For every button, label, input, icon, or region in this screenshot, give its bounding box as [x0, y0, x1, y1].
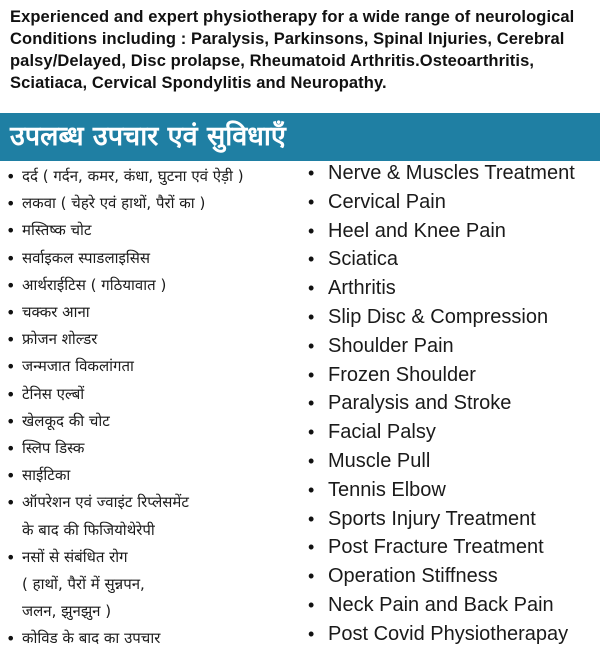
- hindi-list-item: [6, 217, 306, 244]
- bullet-icon: •: [308, 566, 315, 587]
- english-list-item-text: Tennis Elbow: [328, 478, 446, 501]
- bullet-icon: •: [6, 167, 16, 186]
- bullet-icon: •: [6, 275, 16, 295]
- hindi-list-item-text: कोविड के बाद का उपचार: [22, 629, 161, 648]
- bullet-icon: •: [6, 357, 16, 377]
- bullet-icon: •: [6, 303, 16, 323]
- english-list-item-text: Muscle Pull: [328, 449, 431, 472]
- english-list-item-text: Cervical Pain: [328, 190, 446, 213]
- hindi-list-item: [6, 245, 306, 272]
- english-list-item: [306, 217, 598, 246]
- hindi-list-item: [6, 326, 306, 353]
- bullet-icon: •: [6, 194, 16, 214]
- english-services-list: [306, 159, 598, 649]
- bullet-icon: •: [6, 547, 16, 567]
- english-list-item: [306, 188, 598, 217]
- english-list-item-text: Post Fracture Treatment: [328, 536, 544, 559]
- hindi-list-item-text: जन्मजात विकलांगता: [22, 357, 134, 376]
- english-list-item: [306, 562, 598, 591]
- hindi-list-item: [6, 462, 306, 489]
- english-list-item: [306, 245, 598, 274]
- bullet-icon: •: [308, 364, 315, 385]
- hindi-list-item: [6, 272, 306, 299]
- hindi-list-item-text: खेलकूद की चोट: [22, 411, 110, 430]
- hindi-list-item: [6, 489, 306, 543]
- english-list-item: [306, 591, 598, 620]
- bullet-icon: •: [6, 493, 16, 513]
- hindi-list-item-text: नसों से संबंधित रोग: [22, 547, 128, 566]
- english-list-item-text: Sciatica: [328, 248, 399, 271]
- hindi-list-item: [6, 190, 306, 217]
- bullet-icon: •: [308, 278, 315, 299]
- english-list-item-text: Slip Disc & Compression: [328, 305, 549, 328]
- bullet-icon: •: [6, 384, 16, 404]
- hindi-list-item: [6, 353, 306, 380]
- hindi-list-item: [6, 299, 306, 326]
- english-list-item-text: Neck Pain and Back Pain: [328, 593, 554, 616]
- bullet-icon: •: [308, 623, 315, 644]
- hindi-list-item: [6, 625, 306, 652]
- hindi-list-item-text: मस्तिष्क चोट: [22, 221, 92, 240]
- hindi-list-item-text: दर्द ( गर्दन, कमर, कंधा, घुटना एवं ऐड़ी ): [22, 167, 244, 185]
- bullet-icon: •: [308, 335, 315, 356]
- bullet-icon: •: [6, 629, 16, 649]
- banner-title: उपलब्ध उपचार एवं सुविधाएँ: [10, 121, 286, 152]
- hindi-list-item-text: स्लिप डिस्क: [22, 439, 85, 458]
- english-list-item-text: Facial Palsy: [328, 421, 436, 444]
- hindi-list-item: [6, 163, 306, 190]
- hindi-list-item-text: चक्कर आना: [22, 303, 90, 322]
- english-list-item-text: Sports Injury Treatment: [328, 507, 536, 530]
- english-list-item-text: Paralysis and Stroke: [328, 392, 512, 415]
- bullet-icon: •: [6, 330, 16, 350]
- hindi-list-item-text: सर्वाइकल स्पाडलाइसिस: [22, 248, 151, 267]
- english-list-item-text: Nerve & Muscles Treatment: [328, 162, 575, 184]
- bullet-icon: •: [308, 508, 315, 529]
- intro-paragraph: Experienced and expert physiotherapy for a wide range of neurological Conditions including : Paralysis, Parkinsons, Spinal Injuries, Cerebral palsy/Delayed, Disc prolapse, Rheumatoid Arthritis.Osteoarthritis, Sciatiaca, Cervical Spondylitis and Neuropathy.: [10, 8, 575, 92]
- hindi-list-item-text: टेनिस एल्बों: [22, 384, 85, 403]
- hindi-list-item-text: फ्रोजन शोल्डर: [22, 330, 98, 349]
- english-list-item: [306, 418, 598, 447]
- bullet-icon: •: [308, 422, 315, 443]
- hindi-list-item-text: ऑपरेशन एवं ज्वाइंट रिप्लेसमेंट: [22, 493, 189, 512]
- english-list-item-text: Operation Stiffness: [328, 565, 498, 588]
- english-list-item-text: Frozen Shoulder: [328, 363, 476, 386]
- english-list-item: [306, 159, 598, 188]
- bullet-icon: •: [308, 537, 315, 558]
- bullet-icon: •: [308, 393, 315, 414]
- english-list-item-text: Arthritis: [328, 277, 396, 300]
- english-list-item: [306, 476, 598, 505]
- english-list-item-text: Heel and Knee Pain: [328, 219, 506, 242]
- bullet-icon: •: [6, 466, 16, 486]
- hindi-list-item-text: के बाद की फिजियोथेरेपी: [22, 520, 155, 539]
- english-list-item: [306, 274, 598, 303]
- hindi-list-item: [6, 381, 306, 408]
- bullet-icon: •: [6, 411, 16, 431]
- english-list-item: [306, 533, 598, 562]
- hindi-list-item-text: साईटिका: [22, 466, 71, 485]
- bullet-icon: •: [6, 439, 16, 459]
- bullet-icon: •: [6, 248, 16, 268]
- bullet-icon: •: [6, 221, 16, 241]
- english-list-item: [306, 389, 598, 418]
- hindi-list-item-text: ( हाथों, पैरों में सुन्नपन,: [22, 575, 145, 594]
- hindi-services-list: [6, 163, 306, 653]
- bullet-icon: •: [308, 594, 315, 615]
- english-list-item: [306, 361, 598, 390]
- services-banner: [0, 113, 600, 161]
- bullet-icon: •: [308, 306, 315, 327]
- hindi-list-item: [6, 544, 306, 626]
- english-list-item: [306, 447, 598, 476]
- bullet-icon: •: [308, 191, 315, 212]
- hindi-list-item-text: जलन, झुनझुन ): [22, 602, 112, 621]
- english-list-item: [306, 303, 598, 332]
- english-list-item-text: Post Covid Physiotherapay: [328, 622, 569, 645]
- english-list-item: [306, 332, 598, 361]
- english-list-item: [306, 505, 598, 534]
- bullet-icon: •: [308, 163, 315, 183]
- hindi-list-item: [6, 408, 306, 435]
- hindi-list-item-text: लकवा ( चेहरे एवं हाथों, पैरों का ): [22, 194, 206, 213]
- english-list-item-text: Shoulder Pain: [328, 334, 454, 357]
- hindi-list-item-text: आर्थराईटिस ( गठियावात ): [22, 275, 167, 294]
- bullet-icon: •: [308, 220, 315, 241]
- bullet-icon: •: [308, 450, 315, 471]
- hindi-list-item: [6, 435, 306, 462]
- bullet-icon: •: [308, 479, 315, 500]
- bullet-icon: •: [308, 249, 315, 270]
- english-list-item: [306, 620, 598, 649]
